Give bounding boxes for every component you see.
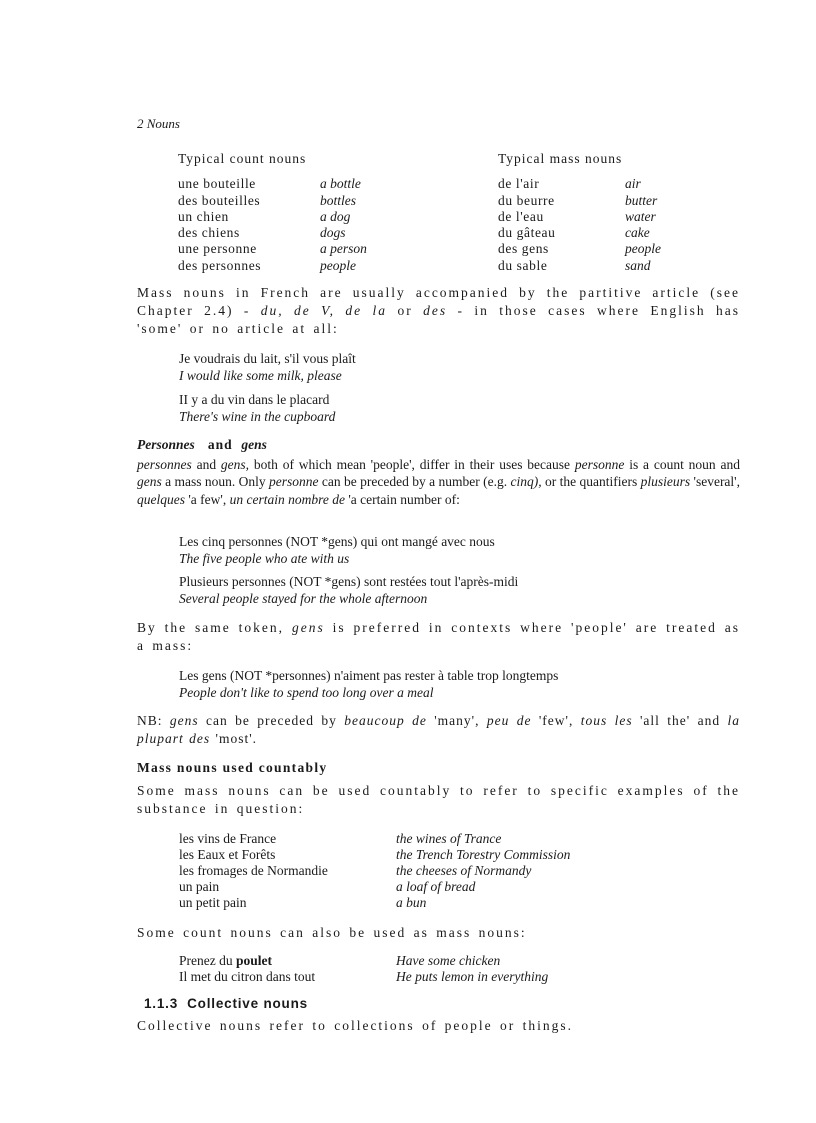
table-row [498,193,718,209]
example-french: un petit pain [179,895,247,910]
italic-term: personne [574,457,625,472]
english-term: bottles [320,192,356,208]
heading-mass-countably: Mass nouns used countably [137,760,328,775]
english-term: people [320,257,356,273]
italic-term: peu de [486,713,532,728]
example-plusieurs-personnes [179,574,518,607]
english-term: dogs [320,225,346,241]
italic-term: gens [291,620,325,635]
italic-term: des [423,303,448,318]
example-english: I would like some milk, please [179,367,342,383]
italic-term: beaucoup de [344,713,427,728]
italic-term: gens [241,437,267,452]
italic-term: gens [169,713,199,728]
english-term: a dog [320,208,351,224]
french-term: du beurre [498,192,555,208]
example-english: Have some chicken [396,953,501,968]
text-run: or [387,303,424,318]
paragraph-gens-mass [137,619,740,655]
example-french [179,953,272,969]
text-run: can be preceded by a number (e.g. [318,474,511,490]
text-run: 'a certain number of: [344,491,460,507]
paragraph-mass-countably: Some mass nouns can be used countably to refer to specific examples of the substance in question: [137,783,740,816]
example-french: Je voudrais du lait, s'il vous plaît [179,351,356,366]
french-term: des bouteilles [178,192,261,208]
example-english: People don't like to spend too long over a meal [179,684,434,700]
italic-term: tous les [580,713,633,728]
french-term: une bouteille [178,176,256,192]
paragraph-count-as-mass: Some count nouns can also be used as mass nouns: [137,925,527,940]
paragraph-personnes [137,456,740,508]
text-run: is a count noun and [624,457,741,472]
text-run: - in those cases where English has 'some' or no article at all: [137,303,741,336]
paragraph-nb [137,712,740,748]
text-run: 'many', [426,713,487,728]
table-row [498,225,718,241]
example-english: He puts lemon in everything [396,969,549,984]
text-run: By the same token, [137,620,292,635]
french-term: des gens [498,241,549,257]
example-wine [179,392,335,425]
bold-term: poulet [235,953,272,968]
example-french [179,969,315,985]
example-french: les Eaux et Forêts [179,847,276,862]
heading-personnes-gens [137,437,267,453]
section-heading-collective: 1.1.3 Collective nouns [144,996,308,1011]
italic-term: personnes [137,457,192,472]
table-row [498,176,718,192]
french-term: du gâteau [498,225,556,241]
french-term: du sable [498,257,548,273]
text-run: Il met du citron dans tout [179,969,316,984]
french-term: une personne [178,241,257,257]
table-row [178,241,478,257]
running-head: 2 Nouns [137,116,180,131]
text-run: can be preceded by [198,713,345,728]
example-french: un pain [179,879,220,894]
example-french: les fromages de Normandie [179,863,328,878]
table-row [178,225,478,241]
example-english: a bun [396,895,427,910]
english-term: a bottle [320,176,361,192]
text-run: Mass nouns in French are usually accompanied by the partitive article (see Chapter 2.4) - [137,285,740,318]
english-term: cake [625,225,650,241]
italic-term: un certain nombre de [229,491,345,507]
example-french: les vins de France [179,831,277,846]
text-run: NB: [137,713,170,728]
example-english: the wines of Trance [396,831,502,846]
table-row [178,176,478,192]
mass-nouns-table [498,151,718,274]
count-nouns-table [178,151,478,274]
italic-term: gens [137,474,162,490]
french-term: de l'air [498,176,540,192]
example-english: There's wine in the cupboard [179,408,336,424]
example-english: Several people stayed for the whole afternoon [179,590,428,606]
english-term: air [625,176,641,192]
example-english: the Trench Torestry Commission [396,847,571,862]
text-run: both of which mean 'people', differ in their uses because [249,457,575,472]
text-run: a mass noun. Only [161,474,270,490]
french-term: des chiens [178,225,240,241]
italic-term: plusieurs [640,474,691,490]
text-run: or the quantifiers [541,474,641,490]
text-run: Prenez du [179,953,236,968]
table-row [498,241,718,257]
example-english: a loaf of bread [396,879,476,894]
example-english: the cheeses of Normandy [396,863,532,878]
text-run: and [207,437,233,452]
italic-term: du, de V, de la [260,303,388,318]
table-row [178,209,478,225]
italic-term: Personnes [137,437,195,452]
english-term: people [625,241,661,257]
table-row [178,193,478,209]
text-run: 'a few', [185,491,230,507]
example-cinq-personnes [179,534,495,567]
italic-term: gens, [220,457,250,472]
text-run: 'several', [690,474,740,490]
table-row [178,258,478,274]
english-term: sand [625,257,651,273]
text-run: is preferred in contexts where 'people' are treated as a mass: [137,620,741,653]
text-run: and [191,457,221,472]
italic-term: cinq), [510,474,542,490]
count-nouns-heading: Typical count nouns [178,151,307,166]
paragraph-collective: Collective nouns refer to collections of people or things. [137,1018,574,1033]
table-row [498,209,718,225]
english-term: water [625,208,656,224]
italic-term: la plupart des [137,713,740,746]
english-term: butter [625,192,658,208]
example-french: Les gens (NOT *personnes) n'aiment pas rester à table trop longtemps [179,668,559,683]
french-term: de l'eau [498,208,544,224]
english-term: a person [320,241,367,257]
mass-nouns-heading: Typical mass nouns [498,151,623,166]
text-run: 'most'. [210,731,258,746]
example-french: Plusieurs personnes (NOT *gens) sont restées tout l'après-midi [179,574,519,589]
example-french: Les cinq personnes (NOT *gens) qui ont mangé avec nous [179,534,495,549]
example-milk [179,351,356,384]
italic-term: personne [269,474,319,490]
italic-term: quelques [137,491,185,507]
text-run: 'few', [531,713,581,728]
example-french: II y a du vin dans le placard [179,392,330,407]
table-row [498,258,718,274]
french-term: un chien [178,208,229,224]
french-term: des personnes [178,257,262,273]
example-english: The five people who ate with us [179,550,350,566]
example-les-gens [179,668,558,701]
text-run: 'all the' and [632,713,728,728]
paragraph-partitive [137,284,740,338]
